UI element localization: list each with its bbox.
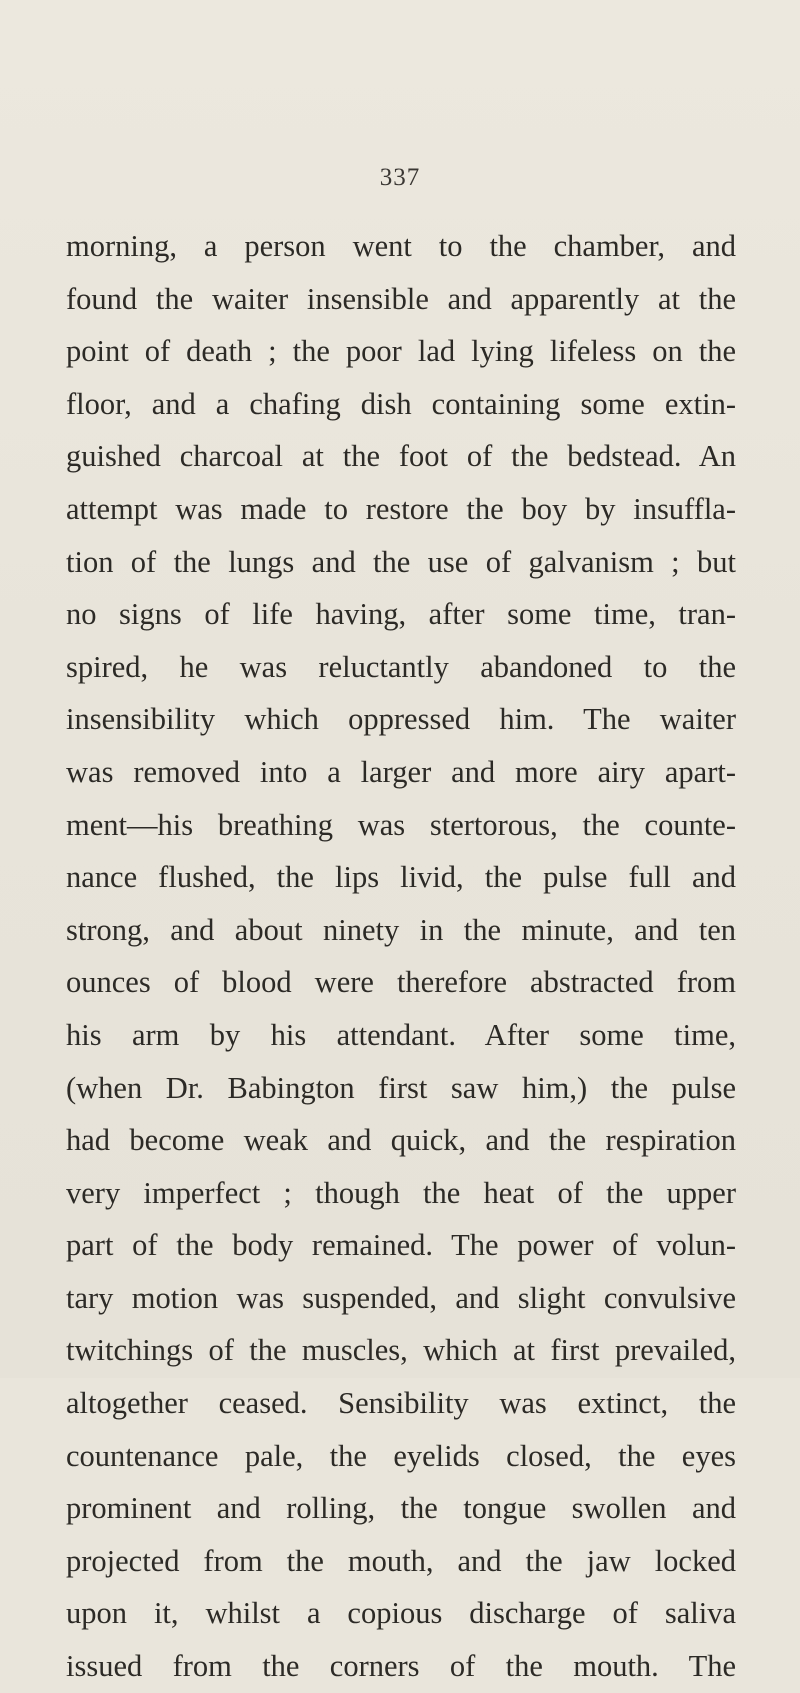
text-line: issued from the corners of the mouth. The	[66, 1649, 736, 1684]
text-line: tion of the lungs and the use of galvanism ; but	[66, 544, 736, 579]
text-line: prominent and rolling, the tongue swollen and	[66, 1491, 736, 1526]
text-line: tary motion was suspended, and slight convulsive	[66, 1280, 736, 1315]
text-line: very imperfect ; though the heat of the upper	[66, 1175, 736, 1210]
text-line: was removed into a larger and more airy apart-	[66, 754, 736, 789]
text-line: insensibility which oppressed him. The waiter	[66, 702, 736, 737]
text-line: projected from the mouth, and the jaw locked	[66, 1543, 736, 1578]
text-line: spired, he was reluctantly abandoned to the	[66, 649, 736, 684]
text-line: floor, and a chafing dish containing some extin-	[66, 386, 736, 421]
text-line: altogether ceased. Sensibility was extinct, the	[66, 1386, 736, 1421]
text-line: nance flushed, the lips livid, the pulse full and	[66, 860, 736, 895]
page-number: 337	[379, 164, 421, 191]
text-line: attempt was made to restore the boy by insuffla-	[66, 491, 736, 526]
text-line: twitchings of the muscles, which at first prevailed,	[66, 1333, 736, 1368]
text-line: ment—his breathing was stertorous, the counte-	[66, 807, 736, 842]
body-text	[66, 220, 736, 1693]
text-line: part of the body remained. The power of volun-	[66, 1228, 736, 1263]
text-line: found the waiter insensible and apparently at the	[66, 281, 736, 316]
text-line: strong, and about ninety in the minute, and ten	[66, 912, 736, 947]
text-line: upon it, whilst a copious discharge of saliva	[66, 1596, 736, 1631]
text-line: morning, a person went to the chamber, and	[66, 229, 736, 263]
text-line: guished charcoal at the foot of the bedstead. An	[66, 439, 736, 474]
text-line: countenance pale, the eyelids closed, the eyes	[66, 1438, 736, 1473]
text-line: had become weak and quick, and the respiration	[66, 1123, 736, 1158]
text-line: no signs of life having, after some time, tran-	[66, 597, 736, 632]
text-line: his arm by his attendant. After some time,	[66, 1017, 736, 1052]
text-line: (when Dr. Babington first saw him,) the pulse	[66, 1070, 736, 1105]
text-line: ounces of blood were therefore abstracted from	[66, 965, 736, 1000]
text-line: point of death ; the poor lad lying lifeless on the	[66, 334, 736, 369]
